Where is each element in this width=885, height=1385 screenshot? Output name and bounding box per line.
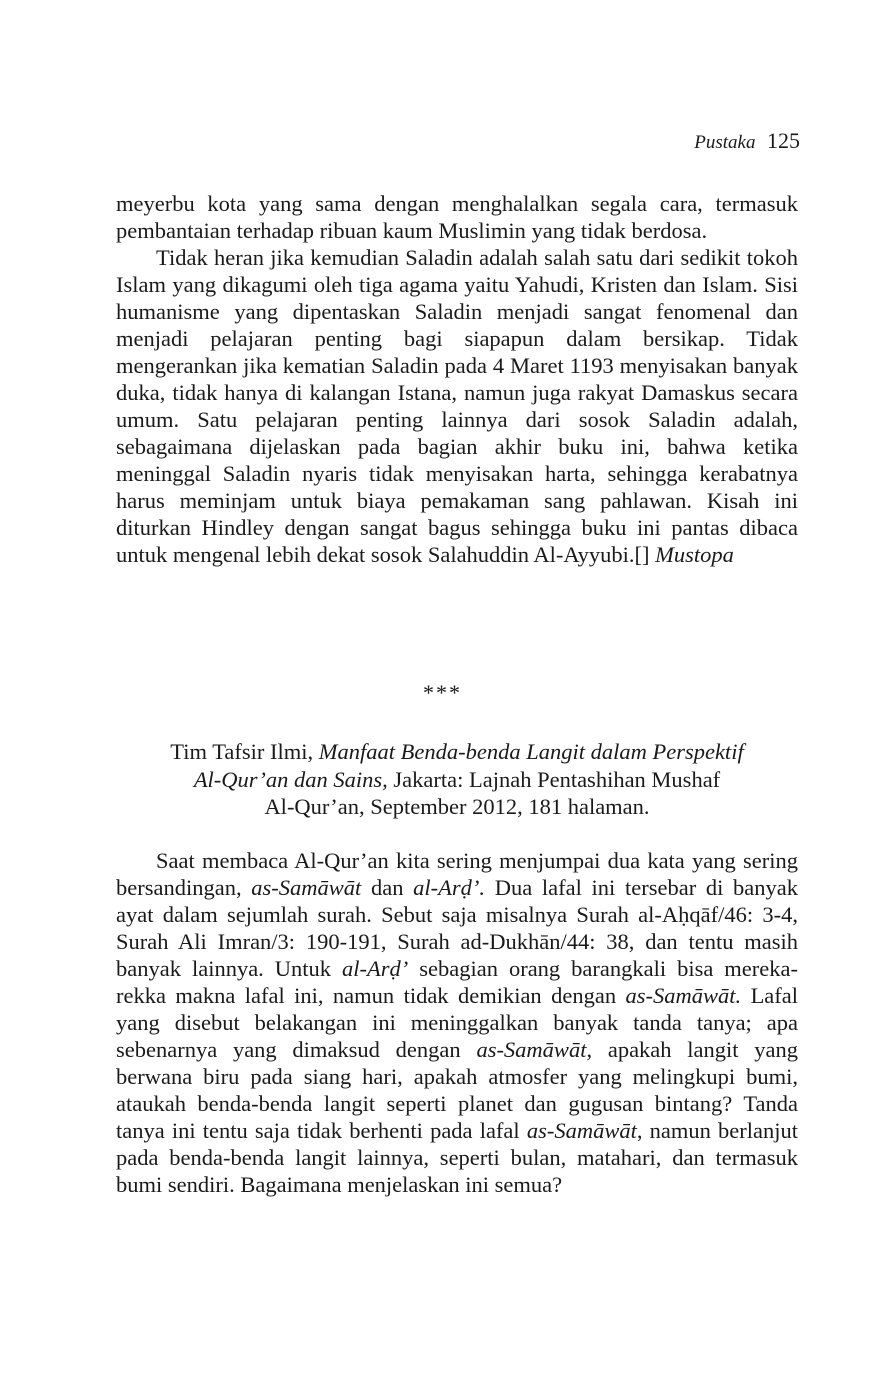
page-number: 125	[767, 128, 800, 153]
review-1-paragraph-1: meyerbu kota yang sama dengan menghalalkan segala cara, termasuk pembantaian terhadap ribuan kaum Muslimin yang tidak berdosa.	[116, 191, 798, 243]
section-separator: ***	[423, 680, 462, 705]
running-header-title: Pustaka	[694, 132, 756, 153]
transliterated-term: as-Samāwāt.	[625, 983, 742, 1008]
citation-line-1	[116, 738, 798, 766]
citation-publisher: Jakarta: Lajnah Pentashihan Mushaf	[393, 766, 721, 792]
citation-title-part-2: Al-Qur’an dan Sains,	[193, 766, 388, 792]
citation-author: Tim Tafsir Ilmi,	[170, 739, 314, 764]
review-1-paragraph-2	[116, 244, 798, 568]
review-1-text	[116, 190, 798, 568]
review-2-text-segment: dan	[370, 875, 404, 900]
running-header	[694, 126, 800, 158]
review-1-paragraph-2-text: Tidak heran jika kemudian Saladin adalah salah satu dari sedikit tokoh Islam yang dikagumi oleh tiga agama yaitu Yahudi, Kristen dan Islam. Sisi humanisme yang dipentaskan Saladin menjadi sangat fenomenal dan menjadi pelajaran penting bagi siapapun dalam bersikap. Tidak mengerankan jika kematian Saladin pada 4 Maret 1193 menyisakan banyak duka, tidak hanya di kalangan Istana, namun juga rakyat Damaskus secara umum. Satu pelajaran penting lainnya dari sosok Saladin adalah, sebagaimana dijelaskan pada bagian akhir buku ini, bahwa ketika meninggal Saladin nyaris tidak menyisakan harta, sehingga kerabatnya harus meminjam untuk biaya pemakaman sang pahlawan. Kisah ini diturkan Hindley dengan sangat bagus sehingga buku ini pantas dibaca untuk mengenal lebih dekat sosok Salahuddin Al-Ayyubi.[]	[116, 245, 798, 567]
citation-details: Al-Qur’an, September 2012, 181 halaman.	[264, 794, 650, 819]
transliterated-term: al-Arḍ’.	[413, 875, 486, 900]
review-2-text-segment: Dua lafal ini tersebar di banyak ayat dalam sejumlah surah. Sebut saja misalnya Surah al-Aḥqāf/46: 3-4, Surah Ali Imran/3: 190-191, Surah ad-Dukhān/44: 38, dan tentu masih banyak lainnya. Untuk	[116, 875, 799, 981]
book-citation	[116, 738, 798, 821]
citation-title-part-1: Manfaat Benda-benda Langit dalam Perspektif	[318, 739, 744, 764]
review-2-text	[116, 847, 798, 1198]
transliterated-term: as-Samāwāt	[526, 1118, 637, 1143]
citation-line-2	[116, 766, 798, 794]
transliterated-term: as-Samāwāt	[476, 1037, 587, 1062]
review-2-text-segment: , apakah langit yang berwana biru pada siang hari, apakah atmosfer yang melingkupi bumi, ataukah benda-benda langit seperti planet dan gugusan bintang? Tanda tanya ini tentu saja tidak berhenti pada lafal	[116, 1037, 799, 1143]
review-2-text-segment: Saat membaca Al-Qur’an kita sering menjumpai dua kata yang sering bersandingan,	[116, 848, 798, 900]
transliterated-term: al-Arḍ’	[342, 956, 409, 981]
review-2-text-segment: sebagian orang barangkali bisa mereka-rekka makna lafal ini, namun tidak demikian dengan	[116, 956, 799, 1008]
review-2-text-segment: , namun berlanjut pada benda-benda langit lainnya, seperti bulan, matahari, dan termasuk bumi sendiri. Bagaimana menjelaskan ini semua?	[116, 1118, 798, 1197]
review-2-paragraph-1	[116, 847, 798, 1198]
reviewer-name: Mustopa	[655, 542, 734, 567]
transliterated-term: as-Samāwāt	[251, 875, 362, 900]
review-2-text-segment: Lafal yang disebut belakangan ini meninggalkan banyak tanda tanya; apa sebenarnya yang dimaksud dengan	[116, 983, 799, 1062]
